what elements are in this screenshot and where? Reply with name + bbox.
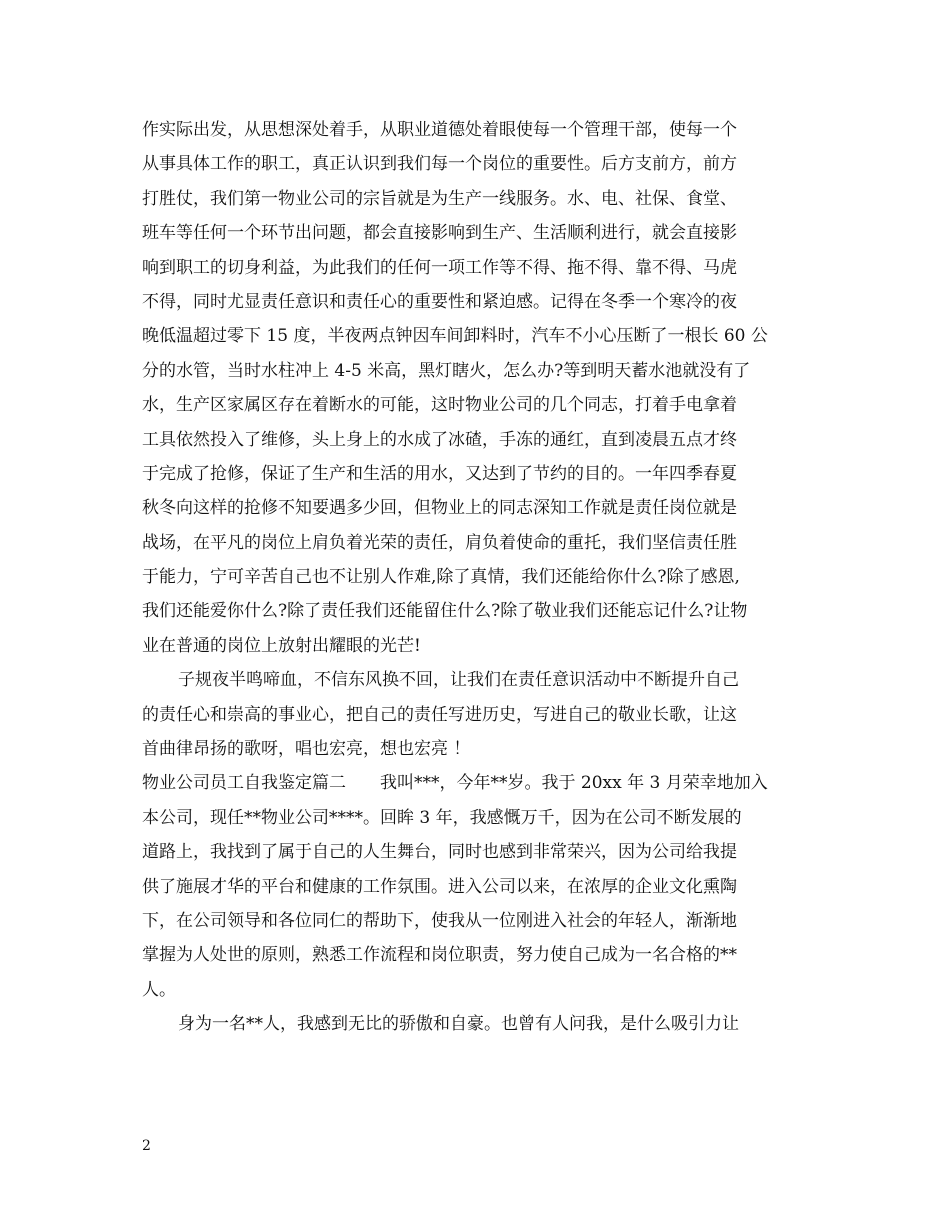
- page-number: 2: [142, 1138, 151, 1154]
- text-line: 作实际出发，从思想深处着手，从职业道德处着眼使每一个管理干部，使每一个: [142, 120, 737, 140]
- body-text: [142, 113, 818, 1042]
- text-line: 不得，同时尤显责任意识和责任心的重要性和紧迫感。记得在冬季一个寒冷的夜: [142, 291, 737, 312]
- text-line: 业在普通的岗位上放射出耀眼的光芒!: [142, 635, 421, 656]
- text-line: 工具依然投入了维修，头上身上的水成了冰碴，手冻的通红，直到凌晨五点才终: [142, 429, 737, 450]
- text-line: 水，生产区家属区存在着断水的可能，这时物业公司的几个同志，打着手电拿着: [142, 395, 737, 416]
- text-line: 掌握为人处世的原则，熟悉工作流程和岗位职责，努力使自己成为一名合格的**: [142, 945, 737, 966]
- text-line: 本公司，现任**物业公司****。回眸 3 年，我感慨万千，因为在公司不断发展的: [142, 807, 742, 828]
- text-line: 战场，在平凡的岗位上肩负着光荣的责任，肩负着使命的重托，我们坚信责任胜: [142, 532, 737, 553]
- text-line: 子规夜半鸣啼血，不信东风换不回，让我们在责任意识活动中不断提升自己: [178, 670, 739, 691]
- text-line: 物业公司员工自我鉴定篇二 我叫***，今年**岁。我于 20xx 年 3 月荣幸地加入: [142, 773, 768, 794]
- text-line: 的责任心和崇高的事业心，把自己的责任写进历史，写进自己的敬业长歌，让这: [142, 704, 737, 725]
- text-line: 晚低温超过零下 15 度，半夜两点钟因车间卸料时，汽车不小心压断了一根长 60 公: [142, 326, 768, 347]
- text-line: 身为一名**人，我感到无比的骄傲和自豪。也曾有人问我，是什么吸引力让: [178, 1014, 739, 1035]
- text-line: 班车等任何一个环节出问题，都会直接影响到生产、生活顺利进行，就会直接影: [142, 223, 737, 244]
- text-line: 首曲律昂扬的歌呀，唱也宏亮，想也宏亮 ！: [142, 739, 471, 760]
- text-line: 于完成了抢修，保证了生产和生活的用水，又达到了节约的目的。一年四季春夏: [142, 463, 737, 484]
- text-line: 秋冬向这样的抢修不知要遇多少回，但物业上的同志深知工作就是责任岗位就是: [142, 498, 737, 519]
- text-line: 分的水管，当时水柱冲上 4-5 米高，黑灯瞎火，怎么办?等到明天蓄水池就没有了: [142, 360, 751, 381]
- text-line: 人。: [142, 979, 176, 1000]
- text-line: 供了施展才华的平台和健康的工作氛围。进入公司以来，在浓厚的企业文化熏陶: [142, 876, 737, 897]
- text-line: 道路上，我找到了属于自己的人生舞台，同时也感到非常荣兴，因为公司给我提: [142, 842, 737, 863]
- text-line: 于能力，宁可辛苦自己也不让别人作难,除了真情，我们还能给你什么?除了感恩,: [142, 567, 740, 588]
- text-line: 响到职工的切身利益，为此我们的任何一项工作等不得、拖不得、靠不得、马虎: [142, 257, 737, 278]
- text-line: 从事具体工作的职工，真正认识到我们每一个岗位的重要性。后方支前方，前方: [142, 154, 737, 175]
- text-line: 我们还能爱你什么?除了责任我们还能留住什么?除了敬业我们还能忘记什么?让物: [142, 601, 748, 622]
- text-line: 打胜仗，我们第一物业公司的宗旨就是为生产一线服务。水、电、社保、食堂、: [142, 188, 737, 209]
- text-line: 下，在公司领导和各位同仁的帮助下，使我从一位刚进入社会的年轻人，渐渐地: [142, 910, 737, 931]
